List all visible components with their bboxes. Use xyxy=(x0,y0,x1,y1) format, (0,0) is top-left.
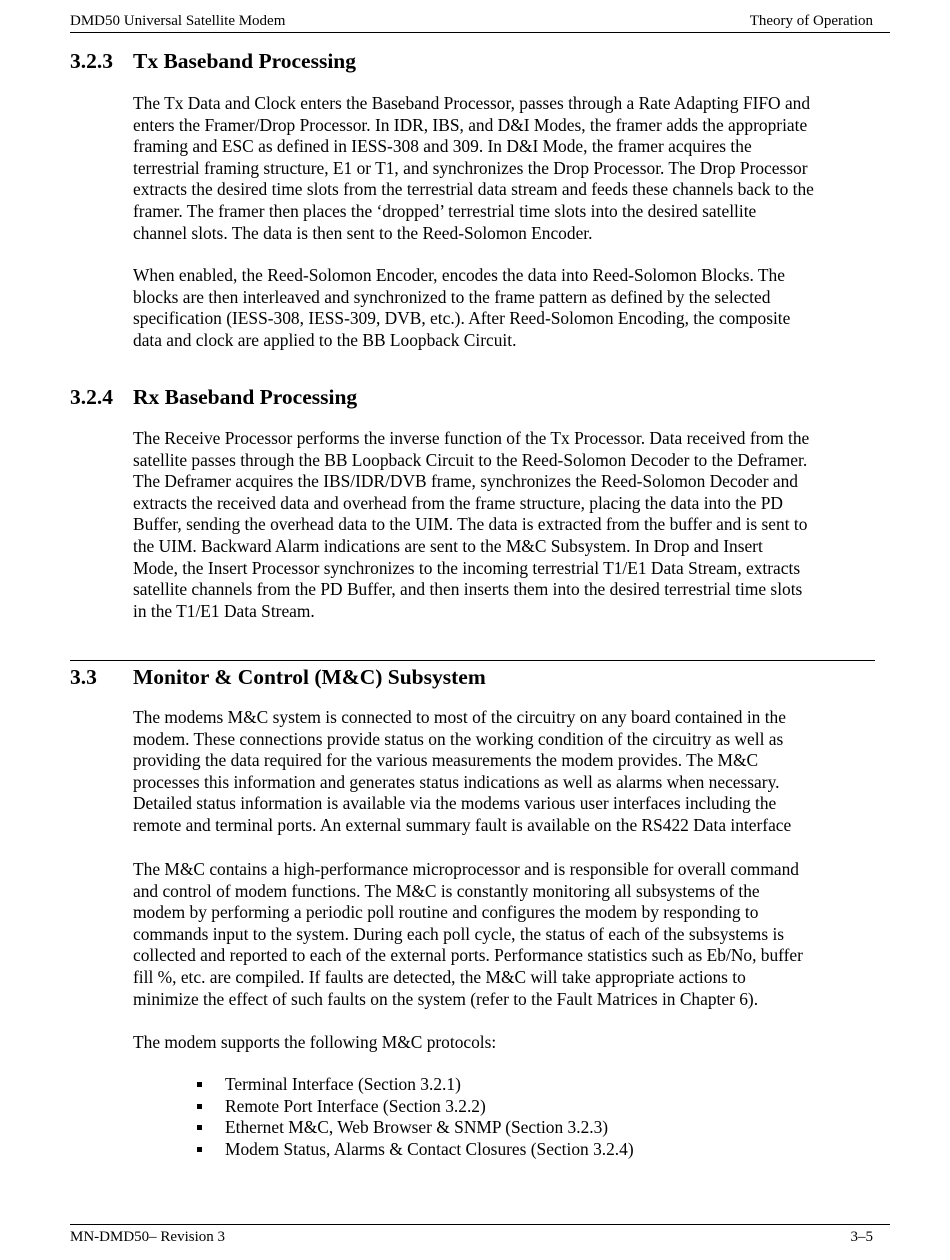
text-line: The Deframer acquires the IBS/IDR/DVB frame, synchronizes the Reed-Solomon Decoder and xyxy=(133,471,798,492)
text-line: framer. The framer then places the ‘dropped’ terrestrial time slots into the desired satellite xyxy=(133,200,757,221)
footer-revision: MN-DMD50– Revision 3 xyxy=(70,1229,226,1245)
text-line: extracts the desired time slots from the terrestrial data stream and feeds these channels back to the xyxy=(133,179,814,200)
list-item-text: Terminal Interface (Section 3.2.1) xyxy=(225,1074,461,1094)
text-line: channel slots. The data is then sent to the Reed-Solomon Encoder. xyxy=(133,222,593,243)
paragraph-mc-3 xyxy=(133,1032,875,1054)
text-line: blocks are then interleaved and synchronized to the frame pattern as defined by the selected xyxy=(133,286,771,307)
text-line: in the T1/E1 Data Stream. xyxy=(133,600,315,621)
square-bullet-icon xyxy=(197,1125,202,1130)
text-line: collected and reported to each of the external ports. Performance statistics such as Eb/No, buffer xyxy=(133,945,803,966)
text-line: providing the data required for the various measurements the modem provides. The M&C xyxy=(133,750,759,771)
square-bullet-icon xyxy=(197,1147,202,1152)
text-line: The M&C contains a high-performance microprocessor and is responsible for overall command xyxy=(133,859,799,879)
header-chapter-title: Theory of Operation xyxy=(749,13,873,29)
section-number: 3.3 xyxy=(70,665,97,689)
text-line: remote and terminal ports. An external summary fault is available on the RS422 Data interface xyxy=(133,814,792,835)
list-item-text: Remote Port Interface (Section 3.2.2) xyxy=(225,1095,486,1116)
text-line: The Receive Processor performs the inverse function of the Tx Processor. Data received from the xyxy=(133,428,810,448)
text-line: processes this information and generates status indications as well as alarms when necessary. xyxy=(133,771,780,792)
list-item-text: Ethernet M&C, Web Browser & SNMP (Section 3.2.3) xyxy=(225,1117,609,1138)
section-number: 3.2.3 xyxy=(70,49,113,73)
page-number: 3–5 xyxy=(850,1229,873,1245)
text-line: the UIM. Backward Alarm indications are sent to the M&C Subsystem. In Drop and Insert xyxy=(133,535,763,556)
text-line: Mode, the Insert Processor synchronizes to the incoming terrestrial T1/E1 Data Stream, extracts xyxy=(133,557,801,578)
section-number: 3.2.4 xyxy=(70,385,113,409)
square-bullet-icon xyxy=(197,1082,202,1087)
text-line: Buffer, sending the overhead data to the UIM. The data is extracted from the buffer and is sent to xyxy=(133,514,808,535)
paragraph-mc-2 xyxy=(133,859,875,1010)
paragraph-tx-1 xyxy=(133,93,875,244)
section-title: Tx Baseband Processing xyxy=(133,49,356,73)
text-line: data and clock are applied to the BB Loopback Circuit. xyxy=(133,329,517,350)
text-line: modem. These connections provide status on the working condition of the circuitry as well as xyxy=(133,728,784,749)
text-line: modem by performing a periodic poll routine and configures the modem by responding to xyxy=(133,902,759,923)
list-item xyxy=(195,1139,634,1161)
running-header xyxy=(70,10,890,33)
text-line: commands input to the system. During each poll cycle, the status of each of the subsystems is xyxy=(133,923,785,944)
text-line: When enabled, the Reed-Solomon Encoder, encodes the data into Reed-Solomon Blocks. The xyxy=(133,265,785,285)
text-line: and control of modem functions. The M&C is constantly monitoring all subsystems of the xyxy=(133,880,760,901)
text-line: enters the Framer/Drop Processor. In IDR, IBS, and D&I Modes, the framer adds the appropriate xyxy=(133,114,808,135)
text-line: The Tx Data and Clock enters the Baseband Processor, passes through a Rate Adapting FIFO and xyxy=(133,93,811,113)
text-line: The modems M&C system is connected to most of the circuitry on any board contained in the xyxy=(133,707,786,727)
text-line: fill %, etc. are compiled. If faults are detected, the M&C will take appropriate actions to xyxy=(133,966,746,987)
text-line: extracts the received data and overhead from the frame structure, placing the data into the PD xyxy=(133,492,783,513)
text-line: The modem supports the following M&C protocols: xyxy=(133,1032,497,1052)
text-line: specification (IESS-308, IESS-309, DVB, etc.). After Reed-Solomon Encoding, the composite xyxy=(133,308,791,329)
header-doc-title: DMD50 Universal Satellite Modem xyxy=(70,13,286,29)
running-footer xyxy=(70,1224,890,1247)
square-bullet-icon xyxy=(197,1104,202,1109)
paragraph-rx-1 xyxy=(133,428,875,622)
section-title: Monitor & Control (M&C) Subsystem xyxy=(133,665,486,689)
paragraph-mc-1 xyxy=(133,707,875,837)
text-line: framing and ESC as defined in IESS-308 and 309. In D&I Mode, the framer acquires the xyxy=(133,136,752,157)
section-title: Rx Baseband Processing xyxy=(133,385,358,409)
protocol-list xyxy=(195,1074,634,1160)
list-item xyxy=(195,1074,634,1096)
list-item xyxy=(195,1117,634,1139)
text-line: minimize the effect of such faults on the system (refer to the Fault Matrices in Chapter 6). xyxy=(133,988,759,1009)
text-line: satellite channels from the PD Buffer, and then inserts them into the desired terrestrial time slots xyxy=(133,579,803,600)
list-item-text: Modem Status, Alarms & Contact Closures (Section 3.2.4) xyxy=(225,1138,634,1159)
text-line: terrestrial framing structure, E1 or T1, and synchronizes the Drop Processor. The Drop Processor xyxy=(133,157,808,178)
list-item xyxy=(195,1096,634,1118)
paragraph-tx-2 xyxy=(133,265,875,351)
text-line: Detailed status information is available via the modems various user interfaces including the xyxy=(133,793,777,814)
text-line: satellite passes through the BB Loopback Circuit to the Reed-Solomon Decoder to the Deframer. xyxy=(133,449,808,470)
section-divider xyxy=(70,660,875,661)
